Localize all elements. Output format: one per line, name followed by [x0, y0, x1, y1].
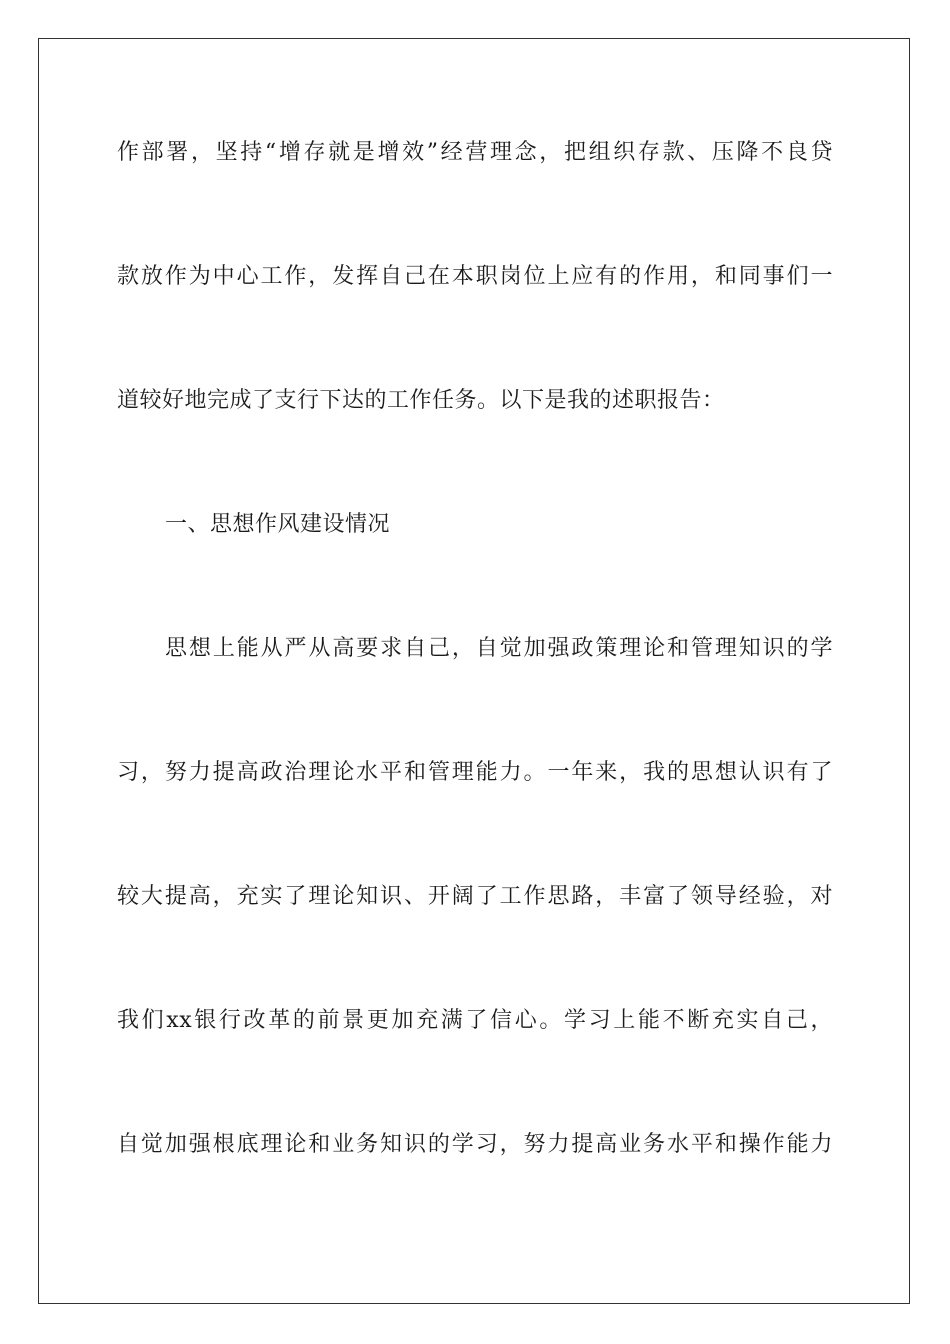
paragraph-line-2: 款放作为中心工作，发挥自己在本职岗位上应有的作用，和同事们一 [117, 264, 833, 289]
section-heading: 一、思想作风建设情况 [165, 512, 391, 537]
paragraph-line-6: 习，努力提高政治理论水平和管理能力。一年来，我的思想认识有了 [117, 760, 833, 785]
paragraph-line-9: 自觉加强根底理论和业务知识的学习，努力提高业务水平和操作能力 [117, 1132, 833, 1157]
paragraph-line-7: 较大提高，充实了理论知识、开阔了工作思路，丰富了领导经验，对 [117, 884, 833, 909]
paragraph-line-5: 思想上能从严从高要求自己，自觉加强政策理论和管理知识的学 [165, 636, 833, 661]
paragraph-line-8: 我们xx银行改革的前景更加充满了信心。学习上能不断充实自己， [117, 1008, 833, 1033]
paragraph-line-1: 作部署，坚持“增存就是增效”经营理念，把组织存款、压降不良贷 [117, 140, 833, 165]
paragraph-line-3: 道较好地完成了支行下达的工作任务。以下是我的述职报告： [117, 388, 725, 413]
page-border [38, 38, 910, 1304]
